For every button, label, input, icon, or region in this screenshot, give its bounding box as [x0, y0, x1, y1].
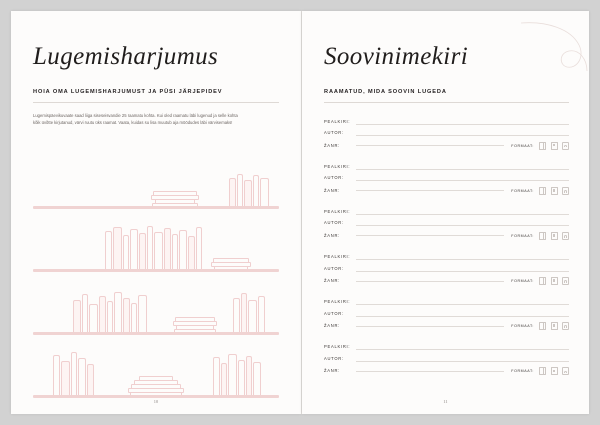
entry-genre-field[interactable] — [324, 187, 569, 195]
entry-genre-input[interactable] — [356, 326, 504, 327]
entry-genre-field[interactable] — [324, 142, 569, 150]
entry-title-label: PEALKIRI: — [324, 163, 351, 169]
wishlist-entry[interactable] — [324, 209, 569, 240]
entry-format-options[interactable] — [539, 187, 569, 195]
entry-author-field[interactable] — [324, 266, 569, 272]
entry-format-label: FORMAAT: — [511, 233, 534, 238]
page-title-right: Soovinimekiri — [324, 43, 469, 70]
wishlist-entry[interactable] — [324, 254, 569, 285]
ebook-icon[interactable] — [551, 187, 558, 195]
book-icon[interactable] — [539, 187, 546, 195]
page-number-left: 10 — [153, 399, 159, 404]
entry-author-field[interactable] — [324, 220, 569, 226]
entry-format-label: FORMAAT: — [511, 188, 534, 193]
entry-title-input[interactable] — [356, 214, 569, 215]
entry-format-options[interactable] — [539, 322, 569, 330]
entry-title-label: PEALKIRI: — [324, 344, 351, 350]
shelf-row-4 — [33, 337, 279, 399]
entry-author-input[interactable] — [356, 316, 569, 317]
entry-author-input[interactable] — [356, 180, 569, 181]
entry-title-field[interactable] — [324, 209, 569, 215]
entry-author-input[interactable] — [356, 271, 569, 272]
entry-genre-input[interactable] — [356, 235, 504, 236]
entry-genre-label: ŽANR: — [324, 368, 341, 374]
entry-author-label: AUTOR: — [324, 175, 344, 181]
entry-author-input[interactable] — [356, 225, 569, 226]
entry-author-label: AUTOR: — [324, 265, 344, 271]
entry-title-label: PEALKIRI: — [324, 118, 351, 124]
audiobook-icon[interactable] — [562, 322, 569, 330]
entry-genre-field[interactable] — [324, 367, 569, 375]
entry-author-label: AUTOR: — [324, 130, 344, 135]
audiobook-icon[interactable] — [562, 277, 569, 285]
right-page — [302, 11, 589, 414]
bookshelf-illustration — [33, 148, 279, 403]
entry-genre-input[interactable] — [356, 371, 504, 372]
entry-format-label: FORMAAT: — [511, 324, 534, 329]
shelf-row-2 — [33, 211, 279, 273]
entry-title-input[interactable] — [356, 349, 569, 350]
entry-title-field[interactable] — [324, 299, 569, 305]
wishlist-entry[interactable] — [324, 344, 569, 375]
entry-genre-field[interactable] — [324, 277, 569, 285]
entry-genre-label: ŽANR: — [324, 278, 341, 284]
audiobook-icon[interactable] — [562, 232, 569, 240]
book-icon[interactable] — [539, 142, 546, 150]
ebook-icon[interactable] — [551, 232, 558, 240]
entry-author-input[interactable] — [356, 361, 569, 362]
entry-title-input[interactable] — [356, 259, 569, 260]
entry-format-options[interactable] — [539, 277, 569, 285]
entry-title-field[interactable] — [324, 119, 569, 125]
entry-author-field[interactable] — [324, 130, 569, 136]
entry-genre-label: ŽANR: — [324, 323, 341, 329]
entry-title-label: PEALKIRI: — [324, 299, 351, 305]
entry-title-field[interactable] — [324, 254, 569, 260]
entry-genre-field[interactable] — [324, 322, 569, 330]
entry-format-label: FORMAAT: — [511, 369, 534, 374]
entry-format-options[interactable] — [539, 142, 569, 150]
ebook-icon[interactable] — [551, 142, 558, 150]
ebook-icon[interactable] — [551, 277, 558, 285]
intro-paragraph: Lugemispäevikuvaate saad liiga siseseisvandie 25 raamatu kohta. Kui oled raamatu läbi lugenud ja selle kohta kõik üvõtte kirjutanud, värvi ruutu üks raamat. Vaata, kuidas su lisa muutub aja möödudes läbi värvisemaks! — [33, 112, 238, 125]
entry-title-input[interactable] — [356, 124, 569, 125]
book-icon[interactable] — [539, 322, 546, 330]
left-page — [11, 11, 301, 414]
entry-title-field[interactable] — [324, 164, 569, 170]
entry-genre-label: ŽANR: — [324, 187, 341, 193]
entry-format-label: FORMAAT: — [511, 279, 534, 284]
entry-genre-input[interactable] — [356, 145, 504, 146]
title-divider-left — [33, 102, 279, 103]
entry-author-input[interactable] — [356, 135, 569, 136]
entry-author-label: AUTOR: — [324, 220, 344, 226]
audiobook-icon[interactable] — [562, 142, 569, 150]
entry-title-label: PEALKIRI: — [324, 254, 351, 260]
wishlist-entries — [324, 119, 569, 376]
ebook-icon[interactable] — [551, 322, 558, 330]
entry-author-field[interactable] — [324, 311, 569, 317]
book-icon[interactable] — [539, 277, 546, 285]
page-subtitle-right: RAAMATUD, MIDA SOOVIN LUGEDA — [324, 88, 447, 95]
entry-genre-label: ŽANR: — [324, 142, 341, 148]
shelf-row-1 — [33, 148, 279, 210]
entry-author-field[interactable] — [324, 175, 569, 181]
page-title-left: Lugemisharjumus — [33, 43, 219, 70]
ebook-icon[interactable] — [551, 367, 558, 375]
entry-title-input[interactable] — [356, 169, 569, 170]
audiobook-icon[interactable] — [562, 187, 569, 195]
entry-format-options[interactable] — [539, 232, 569, 240]
page-subtitle-left: HOIA OMA LUGEMISHARJUMUST JA PÜSI JÄRJEPIDEV — [33, 88, 223, 95]
wishlist-entry[interactable] — [324, 164, 569, 195]
shelf-row-3 — [33, 274, 279, 336]
title-divider-right — [324, 102, 569, 103]
book-icon[interactable] — [539, 232, 546, 240]
entry-title-label: PEALKIRI: — [324, 208, 351, 214]
entry-format-options[interactable] — [539, 367, 569, 375]
entry-genre-input[interactable] — [356, 281, 504, 282]
page-number-right: 11 — [443, 399, 448, 404]
entry-genre-input[interactable] — [356, 190, 504, 191]
wishlist-entry[interactable] — [324, 299, 569, 330]
wishlist-entry[interactable] — [324, 119, 569, 150]
entry-author-label: AUTOR: — [324, 355, 344, 361]
entry-author-field[interactable] — [324, 356, 569, 362]
audiobook-icon[interactable] — [562, 367, 569, 375]
entry-genre-label: ŽANR: — [324, 232, 341, 238]
entry-title-field[interactable] — [324, 344, 569, 350]
entry-author-label: AUTOR: — [324, 310, 344, 316]
entry-title-input[interactable] — [356, 304, 569, 305]
entry-format-label: FORMAAT: — [511, 143, 534, 148]
book-icon[interactable] — [539, 367, 546, 375]
entry-genre-field[interactable] — [324, 232, 569, 240]
